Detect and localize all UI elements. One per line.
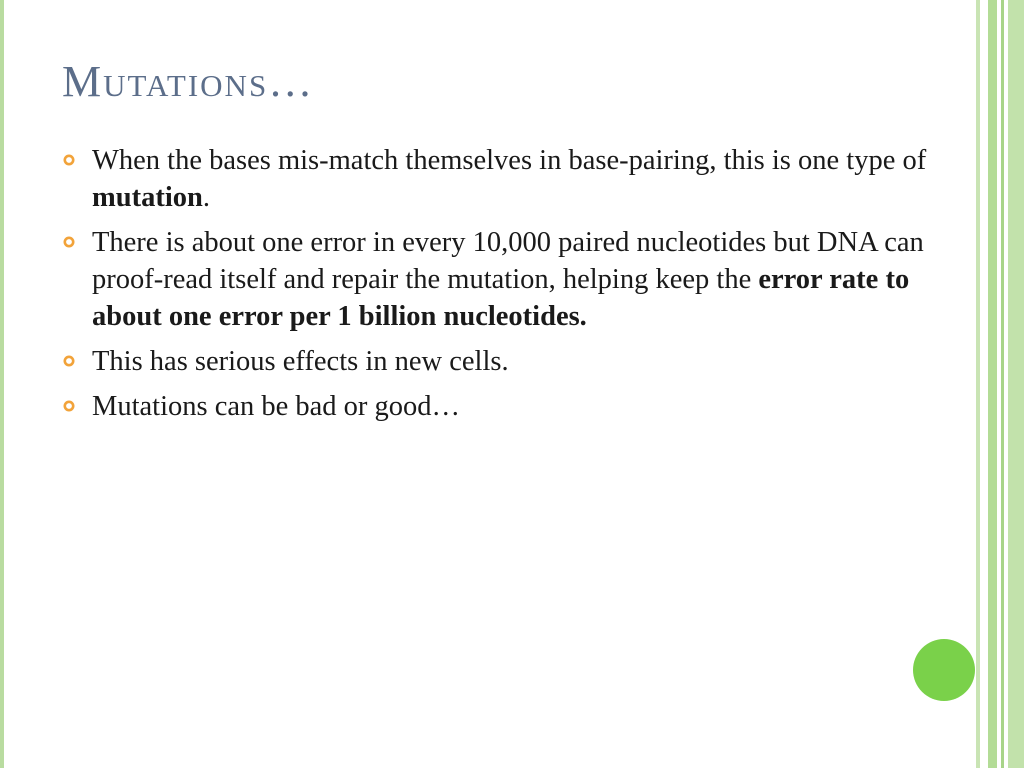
bullet-text: When the bases mis-match themselves in base-pairing, this is one type of <box>92 145 927 176</box>
stripe <box>980 0 988 768</box>
ring-bullet-icon <box>63 236 75 248</box>
bullet-text: There is about one error in every 10,000 paired nucleotides but DNA can proof-read itself and repair the mutation, helping keep the <box>92 227 924 295</box>
green-circle-decoration <box>913 639 975 701</box>
bullet-text: Mutations can be bad or good… <box>92 391 461 422</box>
slide-title: Mutations… <box>62 57 315 106</box>
stripe <box>988 0 997 768</box>
bullet-item <box>62 388 962 425</box>
ring-bullet-icon <box>63 400 75 412</box>
bullet-item <box>62 142 962 216</box>
bullet-bold-text: mutation <box>92 182 203 213</box>
ring-bullet-icon <box>63 154 75 166</box>
ring-bullet-icon <box>63 355 75 367</box>
bullet-text: This has serious effects in new cells. <box>92 346 509 377</box>
right-decorative-stripes <box>976 0 1024 768</box>
left-border <box>0 0 4 768</box>
stripe <box>1008 0 1024 768</box>
bullet-list <box>62 142 962 433</box>
bullet-item <box>62 224 962 335</box>
bullet-item <box>62 343 962 380</box>
bullet-text: . <box>202 182 210 213</box>
bullet-bold-text: error rate to about one error per 1 billion nucleotides. <box>92 264 910 332</box>
